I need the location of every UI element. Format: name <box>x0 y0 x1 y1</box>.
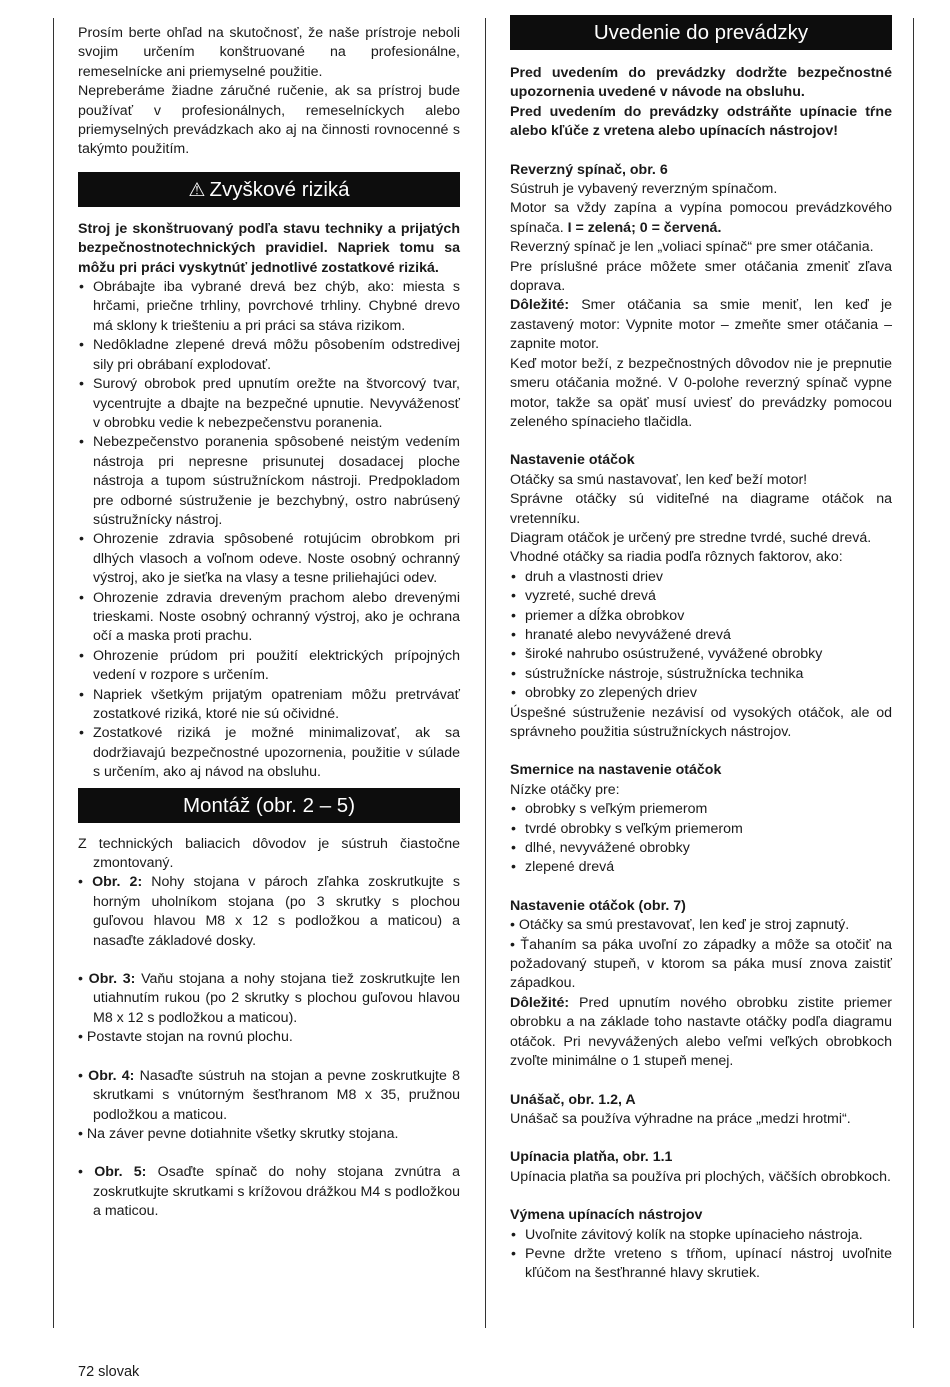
list-item: • Pevne držte vreteno s tŕňom, upínací nástroj uvoľnite kľúčom na šesťhranné hlavy skrutiek. <box>510 1245 892 1284</box>
list-item: • hranaté alebo nevyvážené drevá <box>510 626 892 645</box>
list-item: • zlepené drevá <box>510 858 892 877</box>
driver-p: Unášač sa používa výhradne na práce „medzi hrotmi“. <box>510 1110 851 1127</box>
reverse-p4: Pre príslušné práce môžete smer otáčania zmeniť zľava doprava. <box>510 258 892 295</box>
column-divider-right <box>913 18 914 1328</box>
step-label: Obr. 3: <box>88 971 136 988</box>
step-text: Nohy stojana v pároch zľahka zoskrutkujte s horným uholníkom stojana (po 3 skrutky s plochou guľovou hlavou M8 x 12 s podložkou a maticou) a nasaďte základové dosky. <box>93 874 460 949</box>
set-important: Dôležité: Pred upnutím nového obrobku zistite priemer obrobku a na základe toho nastavte otáčky podľa diagramu otáčok. Pri nevyvážených alebo veľmi veľkých obrobkoch zvoľte minimálne o 1 stupeň menej. <box>510 994 892 1070</box>
section-header-assembly <box>78 788 460 823</box>
step-label: Obr. 5: <box>94 1164 147 1181</box>
reverse-p2: Motor sa vždy zapína a vypína pomocou prevádzkového spínača. I = zelená; 0 = červená. <box>510 200 892 236</box>
guide-list <box>510 800 892 878</box>
column-divider-middle <box>485 18 486 1328</box>
list-item: • tvrdé obrobky s veľkým priemerom <box>510 820 892 839</box>
assembly-step-4: • Obr. 4: Nasaďte sústruh na stojan a pevne zoskrutkujte 8 skrutkami s vnútorným šesťhranom M8 x 35, pružnou podložkou a maticou. <box>78 1067 460 1123</box>
assembly-step-3: • Obr. 3: Vaňu stojana a nohy stojana tiež zoskrutkujte len utiahnutím rukou (po 2 skrutky s plochou guľovou hlavou M8 x 12 s podložkou a maticou). <box>78 971 460 1026</box>
guide-heading: Smernice na nastavenie otáčok <box>510 762 722 779</box>
list-item: • priemer a dĺžka obrobkov <box>510 607 892 626</box>
list-item: • vyzreté, suché drevá <box>510 587 892 606</box>
page-footer: 72 slovak <box>78 1364 140 1380</box>
step-text: Vaňu stojana a nohy stojana tiež zoskrutkujte len utiahnutím rukou (po 2 skrutky s plochou guľovou hlavou M8 x 12 s podložkou a maticou). <box>93 971 460 1026</box>
list-item: • Surový obrobok pred upnutím orežte na štvorcový tvar, vycentrujte a dbajte na bezpečné upnutie. Nevyváženosť v obrobku vedie k nebezpečenstvu poranenia. <box>78 375 460 433</box>
list-item: • Nebezpečenstvo poranenia spôsobené neistým vedením nástroja pri nepresne prisunutej dosadacej ploche nástroja a tupom sústružníckom nástroji. Predpokladom pre odborné sústruženie je bezchybný, ostro nabrúsený sústružnícky nástroj. <box>78 433 460 530</box>
speed-factors-list <box>510 568 892 704</box>
reverse-p6: Keď motor beží, z bezpečnostných dôvodov nie je prepnutie smeru otáčania možné. V 0-polohe reverzný spínač vypne motor, takže sa opäť musí uviesť do prevádzky pomocou zeleného spínacieho tlačidla. <box>510 355 892 430</box>
list-item: • druh a vlastnosti driev <box>510 568 892 587</box>
left-column <box>78 24 460 1222</box>
risks-list <box>78 278 460 783</box>
assembly-step-5: • Obr. 5: Osaďte spínač do nohy stojana zvnútra a zoskrutkujte skrutkami s krížovou drážkou M4 s podložkou a maticou. <box>78 1164 460 1220</box>
set-speed-heading: Nastavenie otáčok (obr. 7) <box>510 897 686 914</box>
reverse-p3: Reverzný spínač je len „voliaci spínač“ pre smer otáčania. <box>510 239 874 256</box>
set-item-1: • Otáčky sa smú prestavovať, len keď je stroj zapnutý. <box>510 917 850 934</box>
column-divider-left <box>53 18 54 1328</box>
change-heading: Výmena upínacích nástrojov <box>510 1207 703 1224</box>
startup-lead-1: Pred uvedením do prevádzky dodržte bezpečnostné upozornenia uvedené v návode na obsluhu. <box>510 65 892 101</box>
list-item: • Ohrozenie zdravia spôsobené rotujúcim obrobkom pri dlhých vlasoch a voľnom odeve. Noste osobný ochranný výstroj, ako je sieťka na vlasy a tesne priliehajúci odev. <box>78 530 460 588</box>
section-title-assembly: Montáž (obr. 2 – 5) <box>182 793 356 817</box>
speed-p2: Správne otáčky sú viditeľné na diagrame otáčok na vretenníku. <box>510 491 892 527</box>
plate-heading: Upínacia platňa, obr. 1.1 <box>510 1149 673 1166</box>
reverse-switch-heading: Reverzný spínač, obr. 6 <box>510 161 668 178</box>
list-item: • Napriek všetkým prijatým opatreniam môžu pretrvávať zostatkové riziká, ktoré nie sú očividné. <box>78 686 460 725</box>
list-item: • široké nahrubo osústružené, vyvážené obrobky <box>510 645 892 664</box>
plate-p: Upínacia platňa sa používa pri plochých, väčších obrobkoch. <box>510 1168 891 1185</box>
driver-heading: Unášač, obr. 1.2, A <box>510 1091 636 1108</box>
intro-paragraph-1: Prosím berte ohľad na skutočnosť, že naše prístroje neboli svojim určením konštruované na profesionálne, remeselnícke ani priemyselné použitie. <box>78 25 460 80</box>
section-title-startup: Uvedenie do prevádzky <box>593 21 809 44</box>
speed-p3: Diagram otáčok je určený pre stredne tvrdé, suché drevá. <box>510 529 872 546</box>
speed-p1: Otáčky sa smú nastavovať, len keď beží motor! <box>510 471 808 488</box>
risks-lead: Stroj je skonštruovaný podľa stavu techniky a prijatých bezpečnostnotechnických pravidiel. Napriek tomu sa môžu pri práci vyskytnúť jednotlivé zostatkové riziká. <box>78 220 460 276</box>
step-label: Obr. 2: <box>92 874 143 891</box>
intro-paragraph-2: Nepreberáme žiadne záručné ručenie, ak sa prístroj bude používať v profesionálnych, remeselníckych alebo priemyselných prevádzkach ako aj na činnosti rovnocenné s takýmto použitím. <box>78 83 460 158</box>
assembly-step-3-extra: • Postavte stojan na rovnú plochu. <box>78 1029 293 1046</box>
list-item: • Uvoľnite závitový kolík na stopke upínacieho nástroja. <box>510 1226 892 1245</box>
speed-p4: Vhodné otáčky sa riadia podľa rôznych faktorov, ako: <box>510 549 843 566</box>
reverse-p1: Sústruh je vybavený reverzným spínačom. <box>510 181 778 198</box>
assembly-step-4-extra: • Na záver pevne dotiahnite všetky skrutky stojana. <box>78 1125 399 1142</box>
list-item: • Ohrozenie prúdom pri použití elektrických prípojných vedení v rozpore s určením. <box>78 647 460 686</box>
warning-icon: ⚠ <box>188 179 206 201</box>
step-label: Obr. 4: <box>88 1067 135 1084</box>
speed-p5: Úspešné sústruženie nezávisí od vysokých otáčok, ale od správneho použitia sústružníckych nástrojov. <box>510 704 892 740</box>
list-item: • Obrábajte iba vybrané drevá bez chýb, ako: miesta s hrčami, priečne trhliny, povrchové trhliny. Chybné drevo má sklony k triešteniu a pri práci sa stáva rizikom. <box>78 278 460 336</box>
guide-p1: Nízke otáčky pre: <box>510 781 620 798</box>
list-item: • sústružnícke nástroje, sústružnícka technika <box>510 665 892 684</box>
section-header-startup <box>510 15 892 50</box>
startup-lead-2: Pred uvedením do prevádzky odstráňte upínacie tŕne alebo kľúče z vretena alebo upínacích nástrojov! <box>510 103 892 140</box>
list-item: • Ohrozenie zdravia dreveným prachom alebo drevenými trieskami. Noste osobný ochranný výstroj, ako je ochrana očí a maska proti prachu. <box>78 589 460 647</box>
assembly-step-2: • Obr. 2: Nohy stojana v pároch zľahka zoskrutkujte s horným uholníkom stojana (po 3 skrutky s plochou guľovou hlavou M8 x 12 s podložkou a maticou) a nasaďte základové dosky. <box>78 874 460 949</box>
right-column <box>510 15 892 1284</box>
change-list <box>510 1226 892 1284</box>
reverse-p5: Dôležité: Smer otáčania sa smie meniť, len keď je zastavený motor: Vypnite motor – zmeňte smer otáčania – zapnite motor. <box>510 297 892 353</box>
list-item: • obrobky zo zlepených driev <box>510 684 892 703</box>
speed-heading: Nastavenie otáčok <box>510 452 635 469</box>
step-text: Osaďte spínač do nohy stojana zvnútra a zoskrutkujte skrutkami s krížovou drážkou M4 s podložkou a maticou. <box>93 1164 460 1220</box>
list-item: • Zostatkové riziká je možné minimalizovať, ak sa dodržiavajú bezpečnostné upozornenia, použitie v súlade s určením, ako aj návod na obsluhu. <box>78 724 460 782</box>
section-title-risks: Zvyškové riziká <box>209 177 350 201</box>
list-item: • dlhé, nevyvážené obrobky <box>510 839 892 858</box>
assembly-intro: Z technických baliacich dôvodov je sústruh čiastočne zmontovaný. <box>78 835 460 872</box>
section-header-risks <box>78 172 460 207</box>
set-item-2: • Ťahaním sa páka uvoľní zo západky a môže sa otočiť na požadovaný stupeň, v ktorom sa páka musí znova zaistiť západkou. <box>510 936 892 992</box>
step-text: Nasaďte sústruh na stojan a pevne zoskrutkujte 8 skrutkami s vnútorným šesťhranom M8 x 35, pružnou podložkou a maticou. <box>93 1067 460 1123</box>
list-item: • obrobky s veľkým priemerom <box>510 800 892 819</box>
list-item: • Nedôkladne zlepené drevá môžu pôsobením odstredivej sily pri obrábaní explodovať. <box>78 336 460 375</box>
